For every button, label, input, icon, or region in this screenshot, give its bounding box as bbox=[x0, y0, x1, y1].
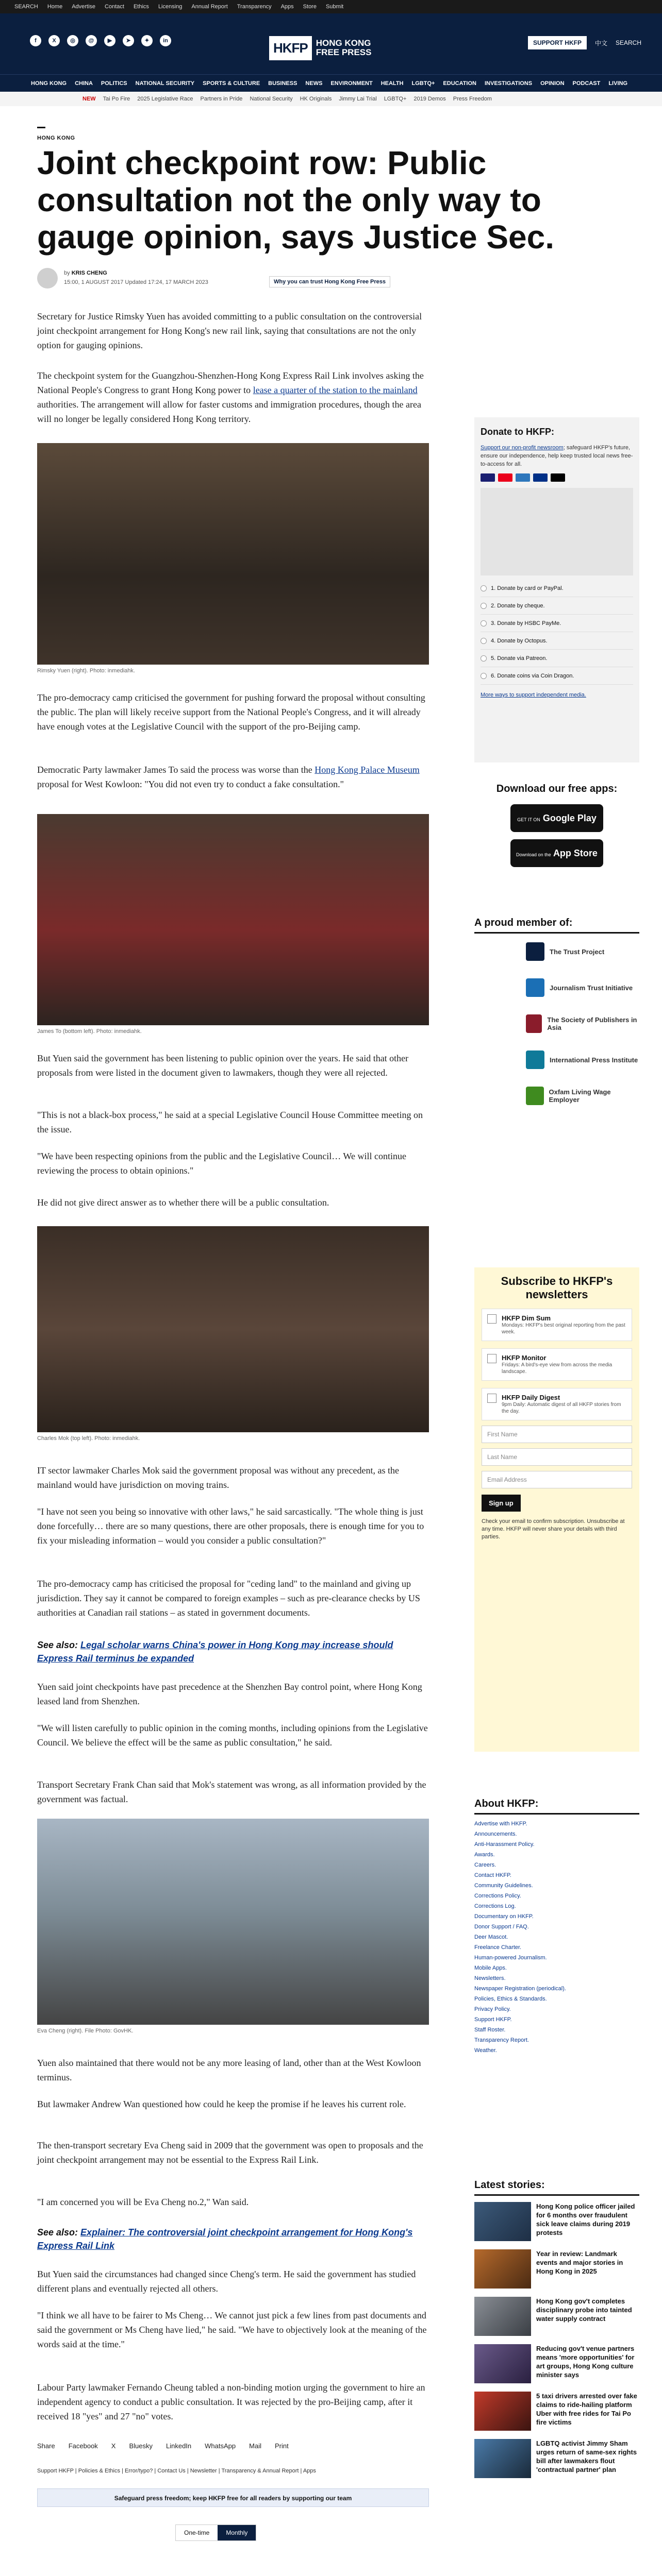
about-link[interactable]: Mobile Apps. bbox=[474, 1965, 507, 1971]
figure-caption: James To (bottom left). Photo: inmediahk. bbox=[37, 1028, 142, 1035]
share-linkedin[interactable]: LinkedIn bbox=[166, 2442, 192, 2450]
facebook-icon[interactable]: f bbox=[30, 35, 41, 46]
trending-link[interactable]: HK Originals bbox=[300, 96, 332, 102]
membership-box bbox=[474, 917, 639, 1114]
member-logo[interactable] bbox=[474, 970, 639, 1006]
nav-item[interactable]: PODCAST bbox=[572, 80, 601, 87]
option-body bbox=[502, 1354, 626, 1375]
telegram-icon[interactable]: ➤ bbox=[123, 35, 134, 46]
figure-caption: Charles Mok (top left). Photo: inmediahk. bbox=[37, 1435, 140, 1442]
about-link[interactable]: Documentary on HKFP. bbox=[474, 1913, 534, 1920]
figure bbox=[37, 1819, 429, 2034]
main-nav bbox=[0, 74, 662, 92]
donate-option[interactable] bbox=[481, 597, 633, 615]
see-also-prefix: See also: bbox=[37, 2227, 81, 2238]
topbar-link[interactable]: Apps bbox=[280, 4, 294, 10]
photo-eva-cheng bbox=[37, 1819, 429, 2025]
checkbox-icon[interactable] bbox=[487, 1354, 496, 1363]
newsletter-option[interactable] bbox=[482, 1309, 632, 1341]
option-name: HKFP Daily Digest bbox=[502, 1394, 560, 1401]
share-whatsapp[interactable]: WhatsApp bbox=[205, 2442, 236, 2450]
donate-option[interactable] bbox=[481, 632, 633, 650]
apps-title: Download our free apps: bbox=[496, 783, 618, 794]
language-switch[interactable]: 中文 bbox=[594, 39, 607, 47]
about-link[interactable]: Policies, Ethics & Standards. bbox=[474, 1996, 547, 2002]
option-label: 2. Donate by cheque. bbox=[491, 602, 545, 609]
photo-rimsky-yuen bbox=[37, 443, 429, 665]
text: ; safeguard HKFP's future, ensure our independence, help keep trusted local news free-to-access for all. bbox=[481, 445, 633, 467]
about-link[interactable]: Newspaper Registration (periodical). bbox=[474, 1986, 566, 1992]
author-name[interactable]: KRIS CHENG bbox=[71, 270, 107, 276]
payment-logos bbox=[481, 473, 633, 482]
monthly-option[interactable]: Monthly bbox=[218, 2525, 256, 2540]
see-also bbox=[37, 2226, 429, 2252]
story-item[interactable] bbox=[474, 2202, 639, 2245]
option-desc: Fridays: A bird's-eye view from across the media landscape. bbox=[502, 1362, 613, 1375]
about-link[interactable]: Anti-Harassment Policy. bbox=[474, 1841, 535, 1848]
story-title: LGBTQ activist Jimmy Sham urges return of same-sex rights bill after lawmakers flout 'contractual partner' plan bbox=[536, 2439, 637, 2473]
member-logo[interactable] bbox=[474, 1078, 639, 1114]
story-thumbnail bbox=[474, 2344, 531, 2383]
article-paragraph: Labour Party lawmaker Fernando Cheung tabled a non-binding motion urging the government to hire an independent agency to conduct a public consultation. It was rejected by the pro-Beijing camp, after it received 18 "yes" and 27 "no" votes. bbox=[37, 2382, 425, 2421]
support-button[interactable]: SUPPORT HKFP bbox=[528, 36, 587, 49]
author-avatar bbox=[37, 268, 58, 289]
donate-option[interactable] bbox=[481, 580, 633, 597]
trending-link[interactable]: National Security bbox=[250, 96, 293, 102]
article-link[interactable]: lease a quarter of the station to the mainland bbox=[253, 385, 418, 395]
option-desc: 9pm Daily: Automatic digest of all HKFP stories from the day. bbox=[502, 1402, 621, 1414]
member-name: The Trust Project bbox=[550, 947, 605, 956]
article-paragraph: "I think we all have to be fairer to Ms Cheng… We cannot just pick a few lines from past documents and said the government or Ms Cheng have lied," he said. "We have to objectively look at the meaning of the words said at the time." bbox=[37, 2310, 427, 2349]
story-title: Reducing gov't venue partners means 'more opportunities' for art groups, Hong Kong culture minister says bbox=[536, 2345, 635, 2379]
mastercard-icon bbox=[498, 473, 512, 482]
about-list bbox=[474, 1819, 639, 2056]
story-item[interactable] bbox=[474, 2439, 639, 2482]
figure bbox=[37, 443, 429, 674]
nav-item[interactable]: OPINION bbox=[540, 80, 565, 87]
donate-option[interactable] bbox=[481, 615, 633, 632]
article-paragraph: Yuen also maintained that there would not be any more leasing of land, other than at the West Kowloon terminus. bbox=[37, 2058, 421, 2082]
about-link[interactable]: Community Guidelines. bbox=[474, 1883, 533, 1889]
article-link[interactable]: Hong Kong Palace Museum bbox=[315, 765, 420, 775]
nav-item[interactable]: NEWS bbox=[305, 80, 323, 87]
option-name: HKFP Dim Sum bbox=[502, 1314, 551, 1322]
utility-bar bbox=[0, 0, 662, 13]
article-paragraph: But lawmaker Andrew Wan questioned how could he keep the promise if he leaves his current role. bbox=[37, 2099, 406, 2109]
youtube-icon[interactable]: ▶ bbox=[104, 35, 115, 46]
trending-bar bbox=[0, 92, 662, 106]
instagram-icon[interactable]: ◎ bbox=[67, 35, 78, 46]
header-search[interactable]: SEARCH bbox=[615, 39, 641, 46]
article-paragraph: "We have been respecting opinions from the public and the Legislative Council… We will continue reviewing the process to obtain opinions." bbox=[37, 1151, 406, 1176]
about-link[interactable]: Advertise with HKFP. bbox=[474, 1821, 527, 1827]
about-link[interactable]: Weather. bbox=[474, 2047, 497, 2054]
story-thumbnail bbox=[474, 2202, 531, 2241]
about-link[interactable]: Support HKFP. bbox=[474, 2016, 512, 2023]
option-label: 3. Donate by HSBC PayMe. bbox=[491, 620, 561, 626]
newsletter-note: Check your email to confirm subscription. Unsubscribe at any time. HKFP will never share your details with third parties. bbox=[482, 1518, 625, 1540]
more-ways-link[interactable]: More ways to support independent media. bbox=[481, 692, 586, 698]
trust-project-icon bbox=[526, 942, 544, 961]
member-logo[interactable] bbox=[474, 1042, 639, 1078]
story-thumbnail bbox=[474, 2249, 531, 2289]
share-bar bbox=[37, 2442, 302, 2450]
donate-option[interactable] bbox=[481, 650, 633, 667]
text: authorities. The arrangement will allow for faster customs and immigration procedures, though the area will no longer be legally considered Hong Kong territory. bbox=[37, 399, 421, 424]
logo-name-line1: HONG KONG bbox=[316, 38, 371, 48]
new-badge: NEW bbox=[82, 96, 96, 102]
article-paragraph: But Yuen said the circumstances had changed since Cheng's term. He said the government has studied different plans and eventually rejected all others. bbox=[37, 2269, 416, 2294]
text: proposal for West Kowloon: "You did not even try to conduct a fake consultation." bbox=[37, 779, 344, 789]
latest-stories bbox=[474, 2179, 639, 2486]
byline bbox=[64, 270, 107, 276]
radio-icon bbox=[481, 620, 487, 626]
about-link[interactable]: Freelance Charter. bbox=[474, 1944, 522, 1951]
member-name: The Society of Publishers in Asia bbox=[547, 1016, 637, 1031]
article-paragraph: "We will listen carefully to public opinion in the coming months, including opinions from the Legislative Council. We believe the effect will be the same as public consultation," he said. bbox=[37, 1723, 428, 1748]
topbar-link[interactable]: Transparency bbox=[237, 4, 272, 10]
see-also-link[interactable]: Explainer: The controversial joint checkpoint arrangement for Hong Kong's Express Rail Link bbox=[37, 2227, 413, 2251]
about-link[interactable]: Transparency Report. bbox=[474, 2037, 529, 2043]
radio-icon bbox=[481, 655, 487, 662]
story-title: 5 taxi drivers arrested over fake claims to ride-hailing platform Uber with free rides for Tai Po fire victims bbox=[536, 2392, 637, 2426]
topbar-link[interactable]: Submit bbox=[325, 4, 344, 10]
store-name: Google Play bbox=[542, 813, 597, 823]
x-icon[interactable]: X bbox=[48, 35, 60, 46]
member-name: Journalism Trust Initiative bbox=[550, 984, 633, 992]
logo-name-line2: FREE PRESS bbox=[316, 47, 372, 57]
member-name: Oxfam Living Wage Employer bbox=[549, 1088, 611, 1104]
share-mail[interactable]: Mail bbox=[249, 2442, 261, 2450]
newsletter-option[interactable] bbox=[482, 1348, 632, 1381]
store-name: App Store bbox=[553, 848, 598, 858]
about-link[interactable]: Awards. bbox=[474, 1852, 495, 1858]
topbar-link[interactable]: Home bbox=[47, 4, 63, 10]
store-small: GET IT ON bbox=[517, 817, 540, 822]
donate-option[interactable] bbox=[481, 667, 633, 685]
store-small: Download on the bbox=[516, 852, 551, 857]
about-link[interactable]: Corrections Log. bbox=[474, 1903, 516, 1909]
about-link[interactable]: Human-powered Journalism. bbox=[474, 1955, 547, 1961]
topbar-link[interactable]: Contact bbox=[105, 4, 124, 10]
trust-button[interactable]: Why you can trust Hong Kong Free Press bbox=[269, 276, 390, 287]
photo-charles-mok bbox=[37, 1226, 429, 1432]
publish-dates: 15:00, 1 AUGUST 2017 Updated 17:24, 17 MARCH 2023 bbox=[64, 279, 208, 285]
about-box bbox=[474, 1798, 639, 2056]
about-link[interactable]: Deer Mascot. bbox=[474, 1934, 508, 1940]
share-bluesky[interactable]: Bluesky bbox=[129, 2442, 153, 2450]
newsletter-title: Subscribe to HKFP's newsletters bbox=[501, 1275, 613, 1301]
about-link[interactable]: Contact HKFP. bbox=[474, 1872, 511, 1878]
latest-title: Latest stories: bbox=[474, 2179, 639, 2196]
see-also bbox=[37, 1638, 429, 1665]
trending-link[interactable]: Partners in Pride bbox=[200, 96, 243, 102]
logo-mark: HKFP bbox=[269, 36, 312, 60]
share-print[interactable]: Print bbox=[274, 2442, 289, 2450]
about-link[interactable]: Staff Roster. bbox=[474, 2027, 506, 2033]
figure-caption: Rimsky Yuen (right). Photo: inmediahk. bbox=[37, 668, 135, 674]
story-thumbnail bbox=[474, 2439, 531, 2478]
article-paragraph: The pro-democracy camp has criticised the proposal for "ceding land" to the mainland and giving up jurisdiction. They say it cannot be compared to foreign examples – such as pre-clearance checks by US authorities at Canadian rail stations – as stated in government documents. bbox=[37, 1579, 420, 1618]
header-actions bbox=[528, 36, 641, 49]
trending-link[interactable]: Jimmy Lai Trial bbox=[339, 96, 377, 102]
topbar-link[interactable]: Store bbox=[303, 4, 317, 10]
trending-link[interactable]: 2025 Legislative Race bbox=[137, 96, 193, 102]
article-paragraph: "This is not a black-box process," he said at a special Legislative Council House Committee meeting on the issue. bbox=[37, 1110, 423, 1134]
newsletter-option[interactable] bbox=[482, 1388, 632, 1420]
jti-icon bbox=[526, 978, 544, 997]
applepay-icon bbox=[551, 473, 565, 482]
story-thumbnail bbox=[474, 2297, 531, 2336]
site-header bbox=[0, 13, 662, 74]
donate-link[interactable]: Support our non-profit newsroom bbox=[481, 445, 564, 451]
see-also-link[interactable]: Legal scholar warns China's power in Hong Kong may increase should Express Rail terminus be expanded bbox=[37, 1640, 393, 1664]
nav-item[interactable]: HONG KONG bbox=[31, 80, 67, 87]
bluesky-icon[interactable]: ✦ bbox=[141, 35, 153, 46]
visa-icon bbox=[481, 473, 495, 482]
topbar-link[interactable]: Licensing bbox=[158, 4, 183, 10]
nav-item[interactable]: SPORTS & CULTURE bbox=[203, 80, 260, 87]
amex-icon bbox=[516, 473, 530, 482]
article-footer-links[interactable]: Support HKFP | Policies & Ethics | Error/typo? | Contact Us | Newsletter | Transparency & Annual Report | Apps bbox=[37, 2468, 316, 2474]
article-paragraph: IT sector lawmaker Charles Mok said the government proposal was without any precedent, as the mainland would have jurisdiction on moving trains. bbox=[37, 1465, 399, 1490]
byline-prefix: by bbox=[64, 270, 70, 276]
app-store-button[interactable] bbox=[510, 839, 603, 867]
trending-link[interactable]: Tai Po Fire bbox=[103, 96, 130, 102]
category-label[interactable]: HONG KONG bbox=[37, 135, 75, 141]
nav-item[interactable]: LGBTQ+ bbox=[411, 80, 435, 87]
member-logo[interactable] bbox=[474, 934, 639, 970]
article-paragraph bbox=[37, 368, 429, 426]
option-desc: Mondays: HKFP's best original reporting from the past week. bbox=[502, 1323, 625, 1335]
photo-james-to bbox=[37, 814, 429, 1025]
site-logo[interactable] bbox=[269, 32, 393, 64]
share-facebook[interactable]: Facebook bbox=[68, 2442, 98, 2450]
google-play-button[interactable] bbox=[510, 804, 603, 832]
threads-icon[interactable]: @ bbox=[86, 35, 97, 46]
one-time-option[interactable]: One-time bbox=[184, 2529, 210, 2536]
topbar-link[interactable]: Advertise bbox=[72, 4, 96, 10]
linkedin-icon[interactable]: in bbox=[160, 35, 171, 46]
article-title: Joint checkpoint row: Public consultation not the only way to gauge opinion, says Justice Sec. bbox=[37, 144, 554, 256]
nav-item[interactable]: INVESTIGATIONS bbox=[485, 80, 533, 87]
story-item[interactable] bbox=[474, 2344, 639, 2387]
support-band: Safeguard press freedom; keep HKFP free for all readers by supporting our team bbox=[37, 2488, 429, 2507]
option-label: 4. Donate by Octopus. bbox=[491, 637, 548, 644]
option-label: 5. Donate via Patreon. bbox=[491, 655, 548, 662]
option-label: 6. Donate coins via Coin Dragon. bbox=[491, 672, 574, 679]
nav-item[interactable]: BUSINESS bbox=[268, 80, 297, 87]
radio-icon bbox=[481, 603, 487, 609]
share-label: Share bbox=[37, 2442, 55, 2450]
radio-icon bbox=[481, 638, 487, 644]
article-paragraph bbox=[37, 762, 429, 791]
about-link[interactable]: Privacy Policy. bbox=[474, 2006, 511, 2012]
topbar-link[interactable]: Ethics bbox=[133, 4, 149, 10]
article-paragraph: Transport Secretary Frank Chan said that Mok's statement was wrong, as all information provided by the government was factual. bbox=[37, 1780, 426, 1804]
oxfam-icon bbox=[526, 1087, 544, 1105]
article-paragraph: Yuen said joint checkpoints have past precedence at the Shenzhen Bay control point, where Hong Kong leased land from Shenzhen. bbox=[37, 1682, 422, 1706]
figure bbox=[37, 814, 429, 1035]
story-item[interactable] bbox=[474, 2249, 639, 2293]
category-rule bbox=[37, 127, 45, 128]
nav-item[interactable]: POLITICS bbox=[101, 80, 127, 87]
article-paragraph: But Yuen said the government has been listening to public opinion over the years. He said that other proposals from were listed in the document given to lawmakers, though they were all rejected. bbox=[37, 1053, 409, 1078]
paypal-icon bbox=[533, 473, 548, 482]
checkbox-icon[interactable] bbox=[487, 1314, 496, 1324]
donate-text bbox=[481, 444, 633, 468]
donate-box bbox=[474, 417, 639, 762]
story-title: Year in review: Landmark events and major stories in Hong Kong in 2025 bbox=[536, 2250, 623, 2275]
about-title: About HKFP: bbox=[474, 1798, 639, 1815]
option-body bbox=[502, 1314, 626, 1335]
membership-title: A proud member of: bbox=[474, 917, 639, 934]
sopa-icon bbox=[526, 1014, 542, 1033]
newsletter-box bbox=[474, 1267, 639, 1752]
share-x[interactable]: X bbox=[111, 2442, 116, 2450]
social-links bbox=[30, 35, 178, 46]
ipi-icon bbox=[526, 1050, 544, 1069]
article-paragraph: "I have not seen you being so innovative with other laws," he said sarcastically. "The whole thing is just done forcefully… there are so many questions, there are other proposals, there is enough time for you to fix your misleading information – would you consider a public consultation?" bbox=[37, 1506, 424, 1546]
donate-form-area[interactable] bbox=[481, 488, 633, 575]
trending-link[interactable]: LGBTQ+ bbox=[384, 96, 407, 102]
see-also-prefix: See also: bbox=[37, 1640, 81, 1650]
member-logo[interactable] bbox=[474, 1006, 639, 1042]
story-item[interactable] bbox=[474, 2297, 639, 2340]
email-input[interactable]: Email Address bbox=[482, 1471, 632, 1488]
article-meta bbox=[37, 268, 429, 291]
story-thumbnail bbox=[474, 2392, 531, 2431]
frequency-toggle bbox=[175, 2524, 256, 2541]
article-paragraph: The pro-democracy camp criticised the government for pushing forward the proposal without consulting the public. The plan will likely receive support from the National People's Congress, and it will already have enough votes at the Legislative Council with the support of the pro-Beijing camp. bbox=[37, 692, 425, 732]
first-name-input[interactable]: First Name bbox=[482, 1426, 632, 1443]
radio-icon bbox=[481, 585, 487, 591]
about-link[interactable]: Donor Support / FAQ. bbox=[474, 1924, 529, 1930]
about-link[interactable]: Announcements. bbox=[474, 1831, 517, 1837]
nav-item[interactable]: NATIONAL SECURITY bbox=[135, 80, 195, 87]
article-paragraph: Secretary for Justice Rimsky Yuen has avoided committing to a public consultation on the controversial joint checkpoint arrangement for Hong Kong's new rail link, saying that consultations are not the only option for gauging opinions. bbox=[37, 311, 422, 350]
trending-link[interactable]: Press Freedom bbox=[453, 96, 492, 102]
nav-item[interactable]: CHINA bbox=[75, 80, 93, 87]
figure-caption: Eva Cheng (right). File Photo: GovHK. bbox=[37, 2028, 134, 2034]
story-item[interactable] bbox=[474, 2392, 639, 2435]
radio-icon bbox=[481, 673, 487, 679]
about-link[interactable]: Corrections Policy. bbox=[474, 1893, 521, 1899]
option-body bbox=[502, 1394, 626, 1415]
nav-item[interactable]: HEALTH bbox=[380, 80, 404, 87]
article-paragraph: The then-transport secretary Eva Cheng said in 2009 that the government was open to proposals and the joint checkpoint arrangement may not be essential to the Express Rail Link. bbox=[37, 2140, 423, 2165]
trending-link[interactable]: 2019 Demos bbox=[413, 96, 446, 102]
logo-name bbox=[316, 39, 372, 57]
article-paragraph: He did not give direct answer as to whether there will be a public consultation. bbox=[37, 1197, 329, 1208]
donate-title: Donate to HKFP: bbox=[481, 427, 554, 437]
text: Democratic Party lawmaker James To said the process was worse than the bbox=[37, 765, 315, 775]
checkbox-icon[interactable] bbox=[487, 1394, 496, 1403]
nav-item[interactable]: EDUCATION bbox=[443, 80, 476, 87]
story-title: Hong Kong gov't completes disciplinary probe into tainted water supply contract bbox=[536, 2297, 632, 2323]
article-paragraph: "I am concerned you will be Eva Cheng no.2," Wan said. bbox=[37, 2197, 249, 2207]
story-title: Hong Kong police officer jailed for 6 months over fraudulent sick leave claims during 2019 protests bbox=[536, 2202, 635, 2236]
figure bbox=[37, 1226, 429, 1442]
last-name-input[interactable]: Last Name bbox=[482, 1448, 632, 1466]
topbar-link[interactable]: Annual Report bbox=[191, 4, 228, 10]
option-label: 1. Donate by card or PayPal. bbox=[491, 585, 564, 591]
nav-item[interactable]: ENVIRONMENT bbox=[330, 80, 373, 87]
nav-item[interactable]: LIVING bbox=[608, 80, 627, 87]
about-link[interactable]: Newsletters. bbox=[474, 1975, 506, 1981]
text: The checkpoint system for the Guangzhou-Shenzhen-Hong Kong Express Rail Link involves asking the National People's Congress to grant Hong Kong power to bbox=[37, 370, 424, 395]
option-name: HKFP Monitor bbox=[502, 1354, 547, 1362]
member-name: International Press Institute bbox=[550, 1056, 638, 1064]
topbar-search[interactable]: SEARCH bbox=[14, 4, 38, 10]
signup-button[interactable]: Sign up bbox=[482, 1495, 521, 1512]
apps-box bbox=[474, 783, 639, 874]
about-link[interactable]: Careers. bbox=[474, 1862, 496, 1868]
